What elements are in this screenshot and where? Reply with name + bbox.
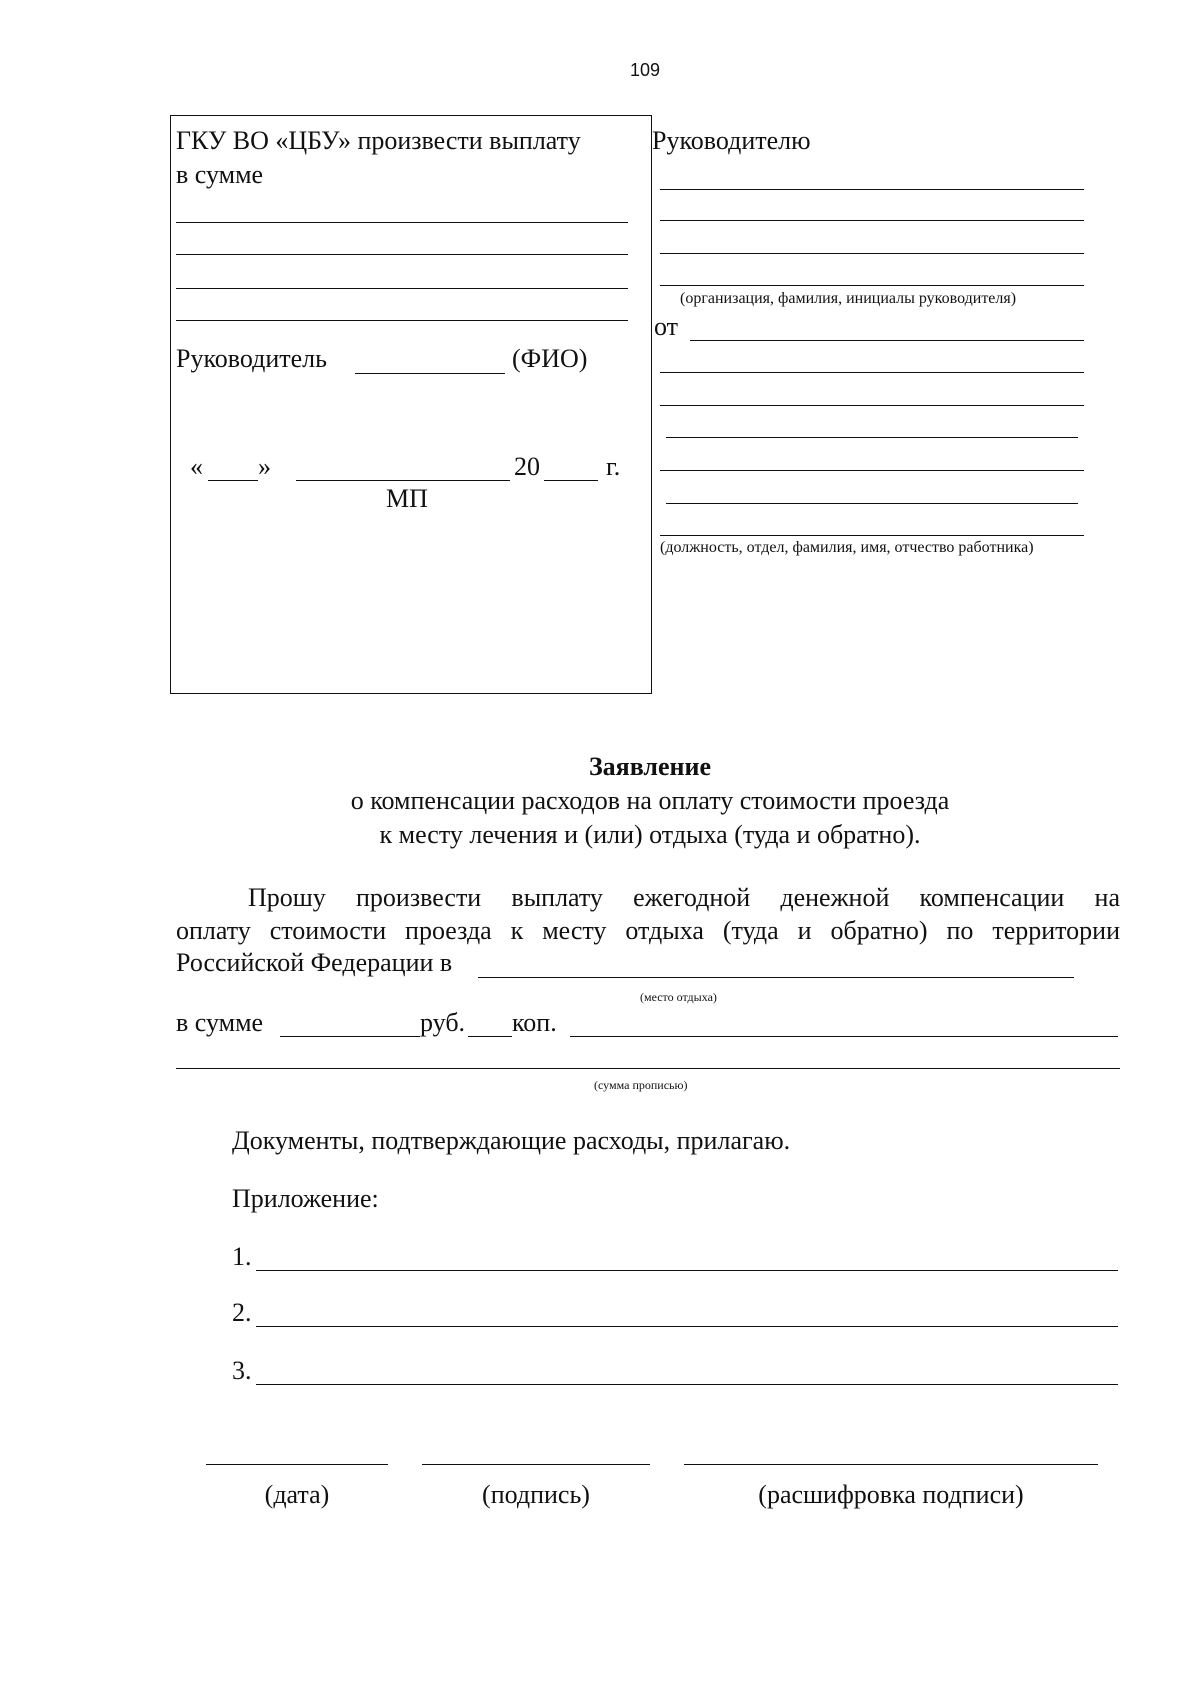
document-heading: Заявление (588, 752, 712, 781)
date-day-line[interactable] (208, 480, 258, 481)
sum-words-line-1[interactable] (570, 1036, 1118, 1037)
attachment-item-3-line[interactable] (256, 1384, 1118, 1385)
addressee-from: от (654, 312, 679, 341)
date-close-quote: » (258, 452, 271, 481)
from-line-5[interactable] (660, 470, 1084, 471)
signature-decoding-line[interactable] (684, 1464, 1098, 1465)
order-instruction-line2: в сумме (176, 160, 264, 189)
addressee-to-caption: (организация, фамилия, инициалы руководителя) (680, 290, 1017, 307)
date-year-suffix: г. (606, 452, 621, 481)
from-line-7[interactable] (660, 535, 1084, 536)
from-line-4[interactable] (666, 437, 1078, 438)
from-line-2[interactable] (660, 372, 1084, 373)
addressee-line-3[interactable] (660, 253, 1084, 254)
addressee-line-1[interactable] (660, 189, 1084, 190)
attachment-item-1-number: 1. (232, 1242, 252, 1271)
head-label: Руководитель (176, 344, 327, 373)
date-year-line[interactable] (544, 480, 598, 481)
date-year-prefix: 20 (514, 452, 540, 481)
place-caption: (место отдыха) (640, 990, 717, 1004)
addressee-line-2[interactable] (660, 220, 1084, 221)
date-month-line[interactable] (296, 480, 510, 481)
date-caption: (дата) (264, 1480, 330, 1509)
paragraph-line1: Прошу произвести выплату ежегодной денежной компенсации на (248, 883, 1120, 912)
sum-caption: (сумма прописью) (594, 1078, 688, 1092)
from-line-6[interactable] (666, 503, 1078, 504)
date-open-quote: « (190, 452, 203, 481)
paragraph-line3: Российской Федерации в (176, 948, 453, 977)
attachment-item-2-number: 2. (232, 1298, 252, 1327)
head-fio: (ФИО) (512, 344, 588, 373)
sum-kop: коп. (512, 1008, 557, 1037)
signature-line[interactable] (422, 1464, 650, 1465)
date-signature-line[interactable] (206, 1464, 388, 1465)
sum-kop-line[interactable] (468, 1036, 512, 1037)
order-box (170, 115, 652, 694)
from-line-3[interactable] (660, 405, 1084, 406)
attachment-item-2-line[interactable] (256, 1326, 1118, 1327)
decoding-caption: (расшифровка подписи) (758, 1480, 1024, 1509)
from-line-1[interactable] (690, 340, 1084, 341)
place-line[interactable] (478, 977, 1074, 978)
attachment-label: Приложение: (232, 1184, 379, 1213)
paragraph-line2: оплату стоимости проезда к месту отдыха (туда и обратно) по территории (176, 916, 1120, 945)
order-amount-line-1[interactable] (176, 222, 628, 223)
addressee-to: Руководителю (652, 126, 811, 155)
head-signature-line[interactable] (355, 373, 505, 374)
document-subtitle-line1: о компенсации расходов на оплату стоимости проезда (350, 786, 950, 815)
order-amount-line-4[interactable] (176, 320, 628, 321)
order-amount-line-3[interactable] (176, 288, 628, 289)
attachment-item-3-number: 3. (232, 1356, 252, 1385)
signature-caption: (подпись) (482, 1480, 590, 1509)
stamp-label: МП (386, 484, 428, 513)
sum-rub-line[interactable] (280, 1036, 420, 1037)
sum-label: в сумме (176, 1008, 264, 1037)
addressee-from-caption: (должность, отдел, фамилия, имя, отчество работника) (660, 539, 1034, 556)
order-instruction-line1: ГКУ ВО «ЦБУ» произвести выплату (176, 126, 581, 155)
attachment-item-1-line[interactable] (256, 1270, 1118, 1271)
document-subtitle-line2: к месту лечения и (или) отдыха (туда и обратно). (379, 820, 921, 849)
page-number: 109 (630, 60, 661, 80)
documents-statement: Документы, подтверждающие расходы, прилагаю. (232, 1126, 791, 1155)
sum-rub: руб. (420, 1008, 466, 1037)
sum-words-line-2[interactable] (176, 1068, 1120, 1069)
addressee-line-4[interactable] (660, 285, 1084, 286)
order-amount-line-2[interactable] (176, 254, 628, 255)
